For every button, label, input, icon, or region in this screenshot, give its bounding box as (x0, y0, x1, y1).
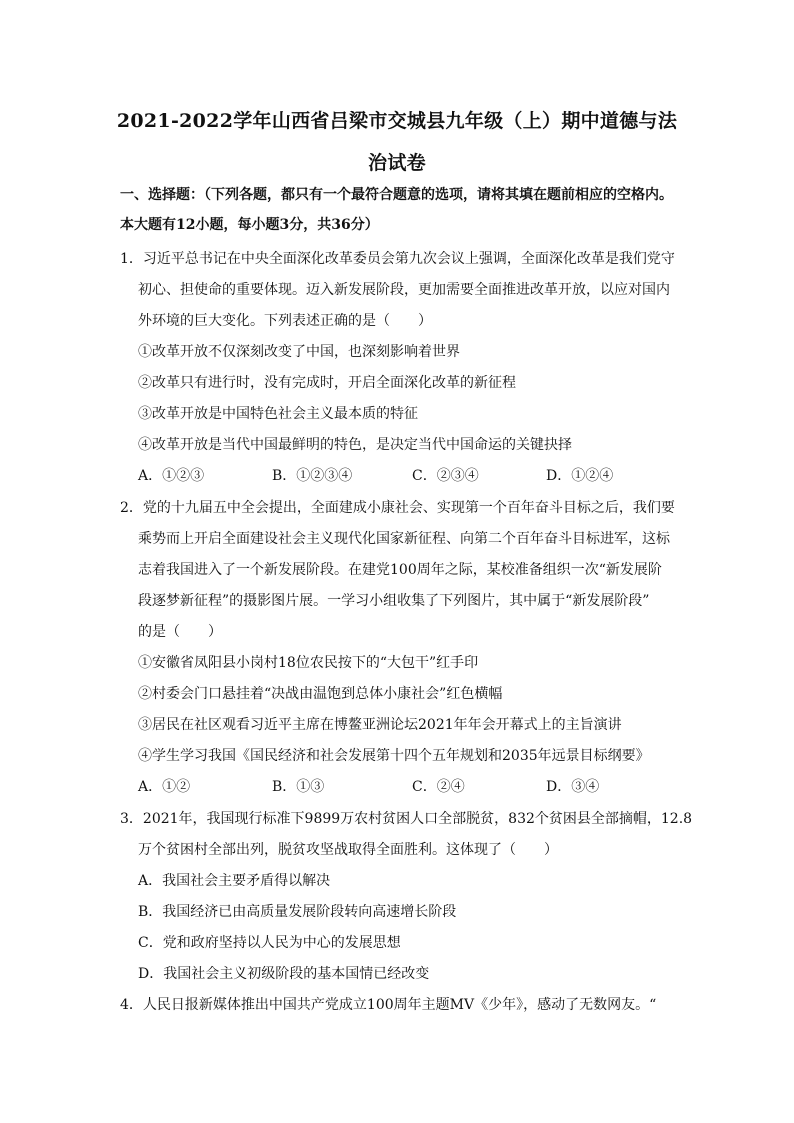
q1-option-c[interactable]: C．②③④ (412, 468, 479, 484)
q1-statement: ④改革开放是当代中国最鲜明的特色，是决定当代中国命运的关键抉择 (138, 437, 572, 453)
q2-option-d[interactable]: D．③④ (546, 779, 600, 795)
q3-option-a[interactable]: A．我国社会主要矛盾得以解决 (138, 873, 331, 889)
q2-stem-line: 段逐梦新征程”的摄影图片展。一学习小组收集了下列图片，其中属于“新发展阶段” (138, 593, 650, 609)
q3-stem-line: 3．2021年，我国现行标准下9899万农村贫困人口全部脱贫，832个贫困县全部摘帽，12.8 (120, 811, 693, 827)
q1-option-d[interactable]: D．①②④ (546, 468, 614, 484)
exam-title-line2: 治试卷 (368, 152, 426, 174)
q4-stem-line: 4．人民日报新媒体推出中国共产党成立100周年主题MV《少年》，感动了无数网友。“ (120, 997, 657, 1013)
q2-stem-line: 2．党的十九届五中全会提出，全面建成小康社会、实现第一个百年奋斗目标之后，我们要 (120, 500, 675, 516)
q2-statement: ③居民在社区观看习近平主席在博鳌亚洲论坛2021年年会开幕式上的主旨演讲 (138, 717, 622, 733)
q1-stem-line: 1．习近平总书记在中央全面深化改革委员会第九次会议上强调，全面深化改革是我们党守 (120, 251, 675, 267)
q3-option-d[interactable]: D．我国社会主义初级阶段的基本国情已经改变 (138, 966, 430, 982)
section-heading-line2: 本大题有12小题，每小题3分，共36分） (120, 217, 379, 233)
q2-stem-line: 乘势而上开启全面建设社会主义现代化国家新征程、向第二个百年奋斗目标进军，这标 (138, 531, 670, 547)
q1-statement: ①改革开放不仅深刻改变了中国，也深刻影响着世界 (138, 344, 460, 360)
q1-statement: ③改革开放是中国特色社会主义最本质的特征 (138, 406, 418, 422)
q2-stem-line: 的是（ ） (138, 624, 222, 640)
q2-option-b[interactable]: B．①③ (272, 779, 325, 795)
exam-title-line1: 2021-2022学年山西省吕梁市交城县九年级（上）期中道德与法 (116, 110, 678, 132)
q1-option-b[interactable]: B．①②③④ (272, 468, 353, 484)
q3-stem-line: 万个贫困村全部出列，脱贫攻坚战取得全面胜利。这体现了（ ） (138, 842, 558, 858)
q1-stem-line: 外环境的巨大变化。下列表述正确的是（ ） (138, 313, 432, 329)
q2-statement: ①安徽省凤阳县小岗村18位农民按下的“大包干”红手印 (138, 655, 479, 671)
q2-option-c[interactable]: C．②④ (412, 779, 465, 795)
q1-option-a[interactable]: A．①②③ (138, 468, 205, 484)
q3-option-b[interactable]: B．我国经济已由高质量发展阶段转向高速增长阶段 (138, 904, 457, 920)
q1-statement: ②改革只有进行时，没有完成时，开启全面深化改革的新征程 (138, 375, 516, 391)
section-heading-line1: 一、选择题：（下列各题，都只有一个最符合题意的选项，请将其填在题前相应的空格内。 (120, 187, 673, 203)
q3-option-c[interactable]: C．党和政府坚持以人民为中心的发展思想 (138, 935, 401, 951)
q1-stem-line: 初心、担使命的重要体现。迈入新发展阶段，更加需要全面推进改革开放，以应对国内 (138, 282, 670, 298)
q2-stem-line: 志着我国进入了一个新发展阶段。在建党100周年之际，某校准备组织一次“新发展阶 (138, 562, 662, 578)
q2-option-a[interactable]: A．①② (138, 779, 191, 795)
q2-statement: ②村委会门口悬挂着“决战由温饱到总体小康社会”红色横幅 (138, 686, 503, 702)
q2-statement: ④学生学习我国《国民经济和社会发展第十四个五年规划和2035年远景目标纲要》 (138, 748, 650, 764)
